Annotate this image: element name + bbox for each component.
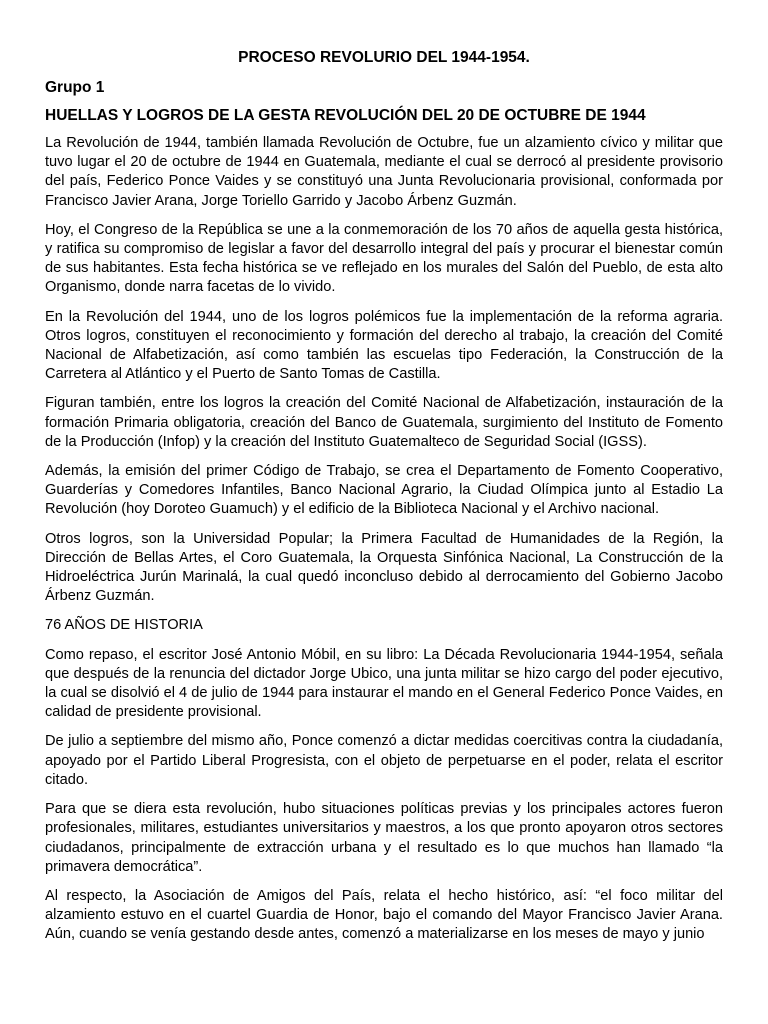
paragraph-other-achievements: Otros logros, son la Universidad Popular; la Primera Facultad de Humanidades de la Región, la Dirección de Bellas Artes, el Coro Guatemala, la Orquesta Sinfónica Nacional, La Construcción de la Hidroeléctrica Jurún Marinalá, la cual quedó inconcluso debido al derrocamiento del Gobierno Jacobo Árbenz Guzmán. bbox=[45, 530, 723, 605]
paragraph-revolution-overview: La Revolución de 1944, también llamada Revolución de Octubre, fue un alzamiento cívico y militar que tuvo lugar el 20 de octubre de 1944 en Guatemala, mediante el cual se derrocó al presidente provisorio del país, Federico Ponce Vaides y se constituyó una Junta Revolucionaria provisional, conformada por Francisco Javier Arana, Jorge Toriello Garrido y Jacobo Árbenz Guzmán. bbox=[45, 135, 723, 209]
document-title: PROCESO REVOLURIO DEL 1944-1954. bbox=[238, 49, 530, 66]
group-label: Grupo 1 bbox=[45, 79, 105, 96]
paragraph-amigos-del-pais: Al respecto, la Asociación de Amigos del País, relata el hecho histórico, así: “el foco militar del alzamiento estuvo en el cuartel Guardia de Honor, bajo el comando del Mayor Francisco Javier Arana. Aún, cuando se venía gestando desde antes, comenzó a materializarse en los meses de mayo y junio bbox=[45, 887, 723, 943]
paragraph-ponce-measures: De julio a septiembre del mismo año, Ponce comenzó a dictar medidas coercitivas contra la ciudadanía, apoyado por el Partido Liberal Progresista, con el objeto de perpetuarse en el poder, relata el escritor citado. bbox=[45, 733, 723, 788]
paragraph-agrarian-reform: En la Revolución del 1944, uno de los logros polémicos fue la implementación de la reforma agraria. Otros logros, constituyen el reconocimiento y formación del derecho al trabajo, la creación del Comité Nacional de Alfabetización, así como también las escuelas tipo Federación, la Construcción de la Carretera al Atlántico y el Puerto de Santo Tomas de Castilla. bbox=[45, 308, 723, 383]
paragraph-mobil-review: Como repaso, el escritor José Antonio Móbil, en su libro: La Década Revolucionaria 1944-1954, señala que después de la renuncia del dictador Jorge Ubico, una junta militar se hizo cargo del poder ejecutivo, la cual se disolvió el 4 de julio de 1944 para instaurar el mando en el General Federico Ponce Vaides, en calidad de presidente provisional. bbox=[45, 646, 723, 721]
paragraph-labor-code: Además, la emisión del primer Código de Trabajo, se crea el Departamento de Fomento Cooperativo, Guarderías y Comedores Infantiles, Banco Nacional Agrario, la Ciudad Olímpica junto al Estadio La Revolución (hoy Doroteo Guamuch) y el edificio de la Biblioteca Nacional y el Archivo nacional. bbox=[45, 463, 723, 518]
paragraph-congress-commemoration: Hoy, el Congreso de la República se une a la conmemoración de los 70 años de aquella gesta histórica, y ratifica su compromiso de legislar a favor del desarrollo integral del país y procurar el bienestar común de sus habitantes. Esta fecha histórica se ve reflejado en los murales del Salón del Pueblo, de esta alto Organismo, donde narra facetas de lo vivido. bbox=[45, 221, 723, 296]
paragraph-political-situation: Para que se diera esta revolución, hubo situaciones políticas previas y los principales actores fueron profesionales, militares, estudiantes universitarios y maestros, a los que pronto apoyaron otros sectores ciudadanos, principalmente de extracción urbana y el resultado es lo que muchos han llamado “la primavera democrática”. bbox=[45, 801, 723, 875]
document-page bbox=[45, 48, 723, 945]
section-heading: HUELLAS Y LOGROS DE LA GESTA REVOLUCIÓN DEL 20 DE OCTUBRE DE 1944 bbox=[45, 107, 646, 124]
paragraph-institutions: Figuran también, entre los logros la creación del Comité Nacional de Alfabetización, instauración de la formación Primaria obligatoria, creación del Banco de Guatemala, surgimiento del Instituto de Fomento de la Producción (Infop) y la creación del Instituto Guatemalteco de Seguridad Social (IGSS). bbox=[45, 395, 723, 450]
history-heading: 76 AÑOS DE HISTORIA bbox=[45, 617, 203, 634]
